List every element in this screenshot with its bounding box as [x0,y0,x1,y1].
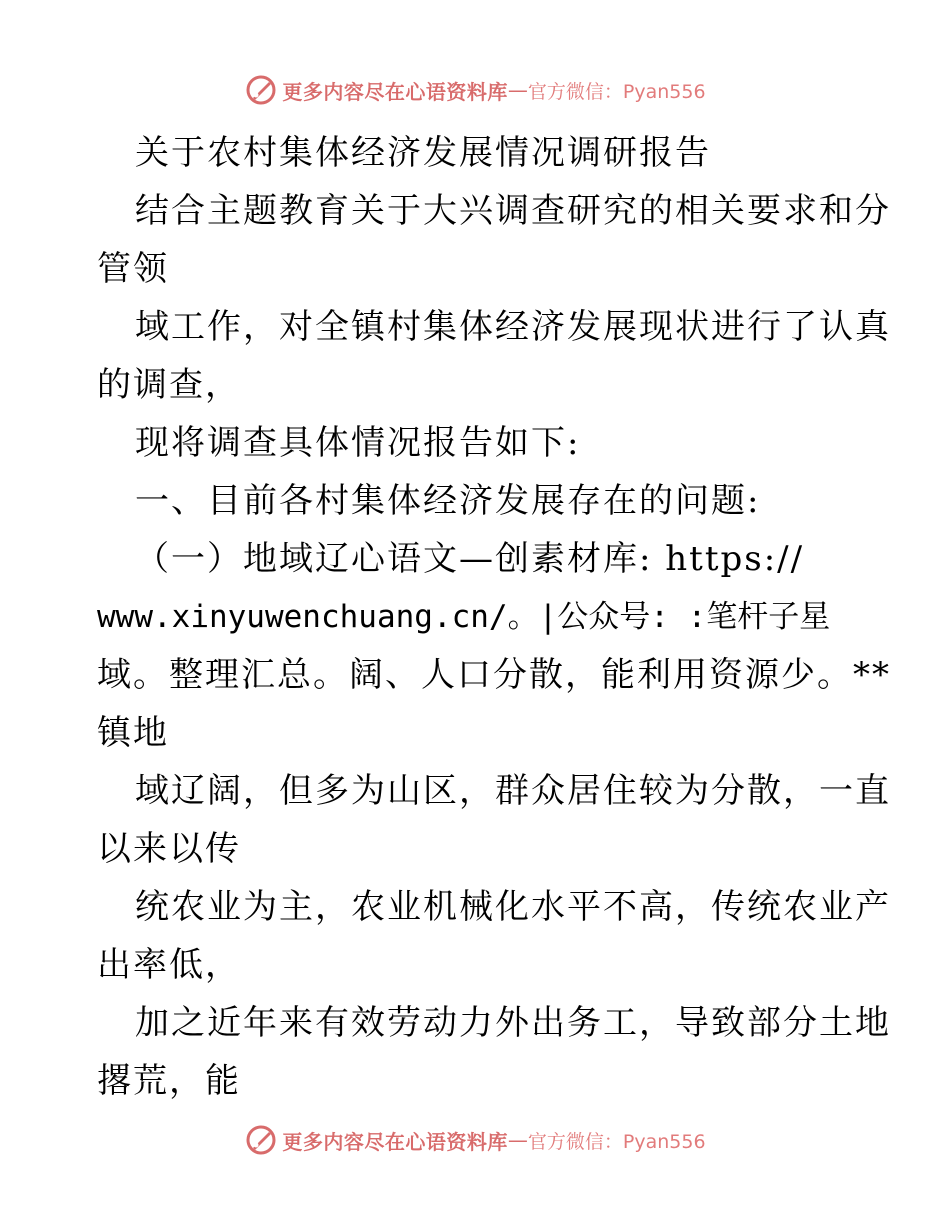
paragraph-line: 统农业为主，农业机械化水平不高，传统农业产 [135,887,891,927]
header-banner [0,70,950,110]
paragraph-line: 加之近年来有效劳动力外出务工，导致部分土地 [135,1003,891,1043]
footer-banner [0,1120,950,1160]
quill-logo-icon [244,1123,278,1157]
banner-separator: — [507,1128,528,1152]
banner-title: 更多内容尽在心语资料库 [282,79,508,104]
document-body [97,124,891,1110]
banner-separator: — [507,78,528,102]
paragraph-line: 撂荒，能 [97,1061,241,1101]
paragraph-line: 管领 [97,249,169,289]
section-heading: 一、目前各村集体经济发展存在的问题: [135,481,761,521]
document-title: 关于农村集体经济发展情况调研报告 [135,133,711,173]
paragraph-line: 域。整理汇总。阔、人口分散，能利用资源少。** [97,655,891,695]
paragraph-line: 域辽阔，但多为山区，群众居住较为分散，一直 [135,771,891,811]
quill-logo-icon [244,73,278,107]
paragraph-line: 出率低， [97,945,241,985]
paragraph-line: 以来以传 [97,829,241,869]
subsection-heading: （一）地域辽心语文—创素材库: https:// [135,539,805,579]
paragraph-line: 现将调查具体情况报告如下: [135,423,581,463]
banner-contact: 官方微信：Pyan556 [527,1130,706,1153]
paragraph-line: 镇地 [97,713,169,753]
paragraph-line: 的调查， [97,365,241,405]
banner-contact: 官方微信：Pyan556 [527,80,706,103]
banner-title: 更多内容尽在心语资料库 [282,1129,508,1154]
paragraph-line: 域工作，对全镇村集体经济发展现状进行了认真 [135,307,891,347]
url-line: www.xinyuwenchuang.cn/。|公众号: :笔杆子星 [97,599,831,635]
paragraph-line: 结合主题教育关于大兴调查研究的相关要求和分 [135,191,891,231]
